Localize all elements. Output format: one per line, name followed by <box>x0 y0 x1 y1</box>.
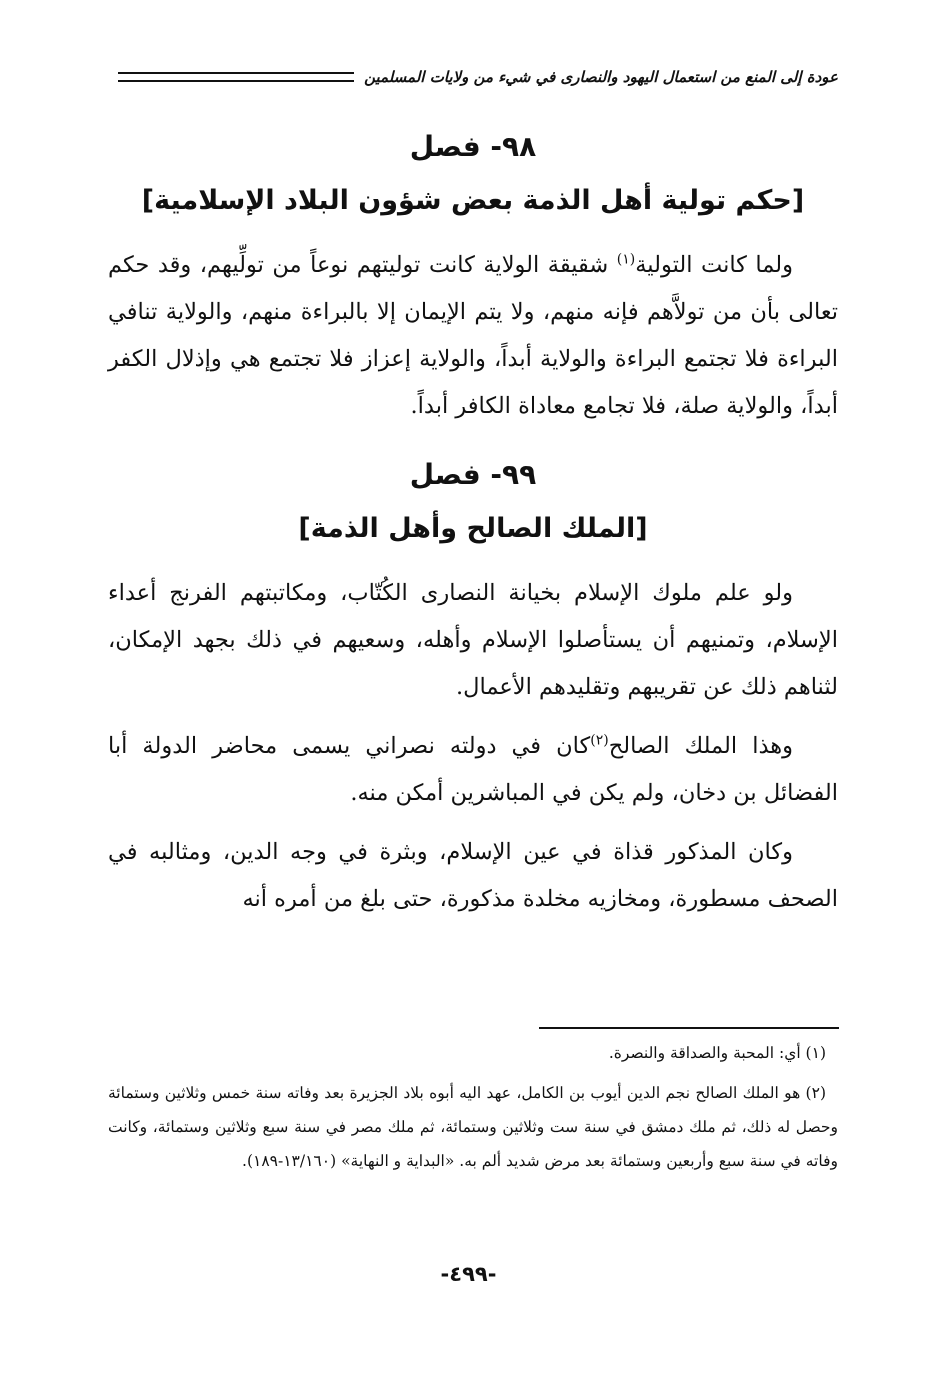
section-99-paragraph-2-start: وهذا الملك الصالح <box>608 733 793 759</box>
section-99-paragraph-1: ولو علم ملوك الإسلام بخيانة النصارى الكُتّاب، ومكاتبتهم الفرنج أعداء الإسلام، وتمنيهم أن يستأصلوا الإسلام وأهله، وسعيهم في ذلك بجهد الإمكان، لثناهم ذلك عن تقريبهم وتقليدهم الأعمال. <box>108 580 838 700</box>
footnote-separator <box>539 1027 839 1029</box>
footnotes <box>108 1036 838 1184</box>
running-header-rule <box>118 72 354 82</box>
section-98-title: [حكم تولية أهل الذمة بعض شؤون البلاد الإسلامية] <box>141 185 805 216</box>
section-99-title: [الملك الصالح وأهل الذمة] <box>298 513 648 544</box>
section-99-paragraph-3: وكان المذكور قذاة في عين الإسلام، وبثرة في وجه الدين، ومثالبه في الصحف مسطورة، ومخازيه مخلدة مذكورة، حتى بلغ من أمره أنه <box>108 839 838 912</box>
running-header <box>118 62 838 92</box>
section-98-paragraph-start: ولما كانت التولية <box>635 252 793 278</box>
section-99-number: ٩٩- فصل <box>409 458 537 491</box>
section-98-number: ٩٨- فصل <box>409 130 537 163</box>
section-98-paragraph <box>108 242 838 430</box>
footnote-ref-2: (٢) <box>590 732 609 749</box>
page-number: -٤٩٩- <box>440 1262 497 1286</box>
footnote-ref-1: (١) <box>616 251 636 268</box>
footnote-2: (٢) هو الملك الصالح نجم الدين أيوب بن الكامل، عهد اليه أبوه بلاد الجزيرة بعد وفاته سنة خمس وثلاثين وستمائة وحصل له ذلك، ثم ملك دمشق في سنة ست وثلاثين وستمائة، ثم ملك مصر في سنة سبع وثلاثين وستمائة، وكانت وفاته في سنة سبع وأربعين وستمائة بعد مرض شديد ألم به. «البداية و النهاية» (١٣/١٦٠-١٨٩). <box>108 1084 838 1170</box>
running-header-title: عودة إلى المنع من استعمال اليهود والنصارى في شيء من ولايات المسلمين <box>364 68 838 86</box>
section-98-paragraph-rest: شقيقة الولاية كانت توليتهم نوعاً من تولِّيهم، وقد حكم تعالى بأن من تولاَّهم فإنه منهم، ولا يتم الإيمان إلا بالبراءة منهم، والولاية تنافي البراءة فلا تجتمع البراءة والولاية أبداً، والولاية إعزاز فلا تجتمع هي وإذلال الكفر أبداً، والولاية صلة، فلا تجامع معاداة الكافر أبداً. <box>108 252 838 419</box>
section-99-paragraph-2 <box>108 723 838 817</box>
footnote-1: (١) أي: المحبة والصداقة والنصرة. <box>608 1044 826 1062</box>
main-text-column <box>108 120 838 935</box>
section-99-paragraph-2-rest: كان في دولته نصراني يسمى محاضر الدولة أبا الفضائل بن دخان، ولم يكن في المباشرين أمكن منه. <box>108 733 838 806</box>
